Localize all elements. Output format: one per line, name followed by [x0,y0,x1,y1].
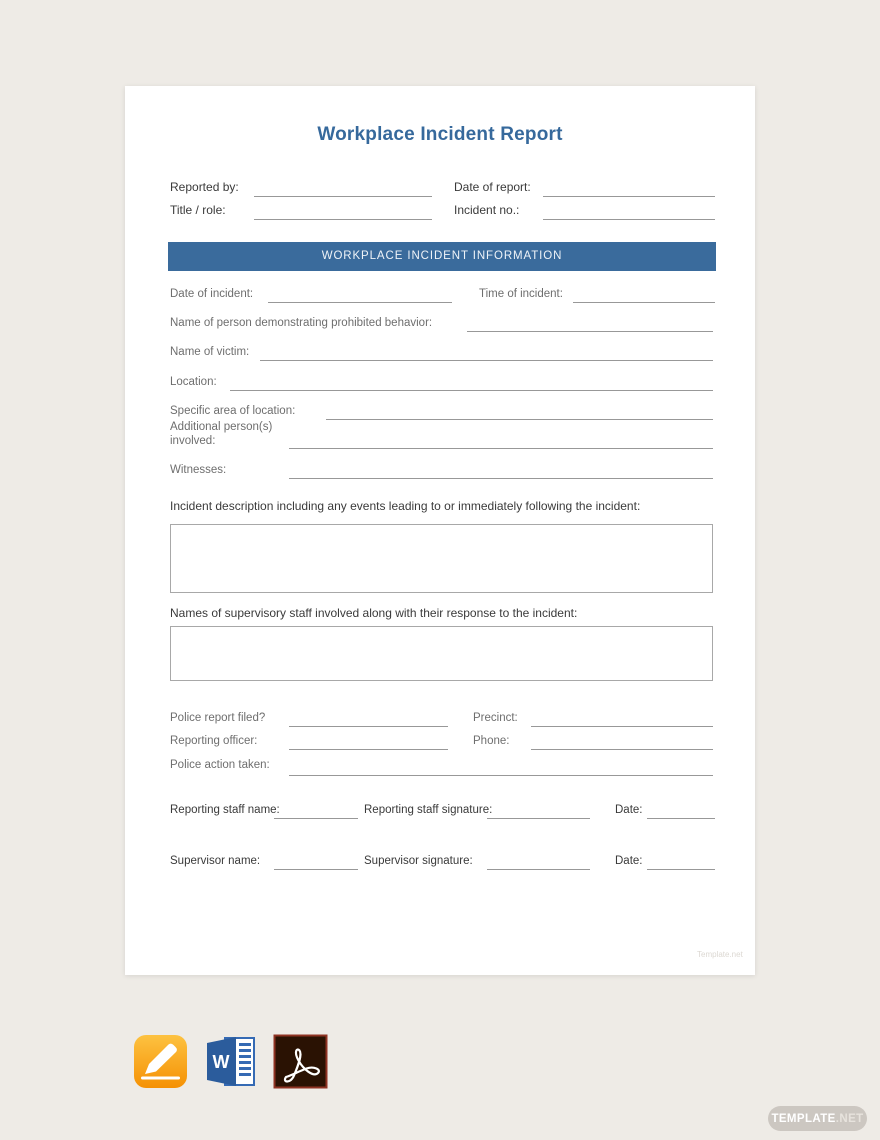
specific-area-input[interactable] [326,419,713,420]
witnesses-input[interactable] [289,478,713,479]
time-of-incident-input[interactable] [573,302,715,303]
document-page [125,86,755,975]
word-icon-letter: W [212,1052,230,1072]
name-of-victim-input[interactable] [260,360,713,361]
supervisory-staff-textarea[interactable] [170,626,713,681]
reported-by-input[interactable] [254,196,432,197]
supervisor-name-input[interactable] [274,869,358,870]
supervisory-staff-label: Names of supervisory staff involved along with their response to the incident: [170,606,578,620]
reporting-staff-name-label: Reporting staff name: [170,804,280,816]
supervisor-date-label: Date: [615,855,643,867]
date-of-incident-input[interactable] [268,302,452,303]
phone-label: Phone: [473,735,510,747]
supervisor-signature-input[interactable] [487,869,590,870]
reporting-officer-input[interactable] [289,749,448,750]
reporting-date-input[interactable] [647,818,715,819]
witnesses-label: Witnesses: [170,464,227,476]
title-role-label: Title / role: [170,203,226,217]
page-title: Workplace Incident Report [317,124,563,145]
section-banner: WORKPLACE INCIDENT INFORMATION [168,242,716,271]
date-of-incident-label: Date of incident: [170,288,254,300]
additional-persons-label-line1: Additional person(s) [170,421,273,433]
reporting-staff-name-input[interactable] [274,818,358,819]
incident-description-textarea[interactable] [170,524,713,593]
watermark: Template.net [697,950,743,959]
badge-text-secondary: .NET [835,1112,864,1125]
word-icon[interactable] [203,1034,258,1089]
badge-text-primary: TEMPLATE [771,1112,836,1125]
specific-area-label: Specific area of location: [170,405,296,417]
supervisor-date-input[interactable] [647,869,715,870]
police-action-taken-label: Police action taken: [170,759,270,771]
supervisor-name-label: Supervisor name: [170,855,261,867]
reporting-staff-signature-label: Reporting staff signature: [364,804,493,816]
incident-description-label: Incident description including any events leading to or immediately following the incident: [170,499,641,513]
template-net-badge[interactable] [768,1106,867,1131]
precinct-input[interactable] [531,726,713,727]
prohibited-person-label: Name of person demonstrating prohibited behavior: [170,317,433,329]
police-action-taken-input[interactable] [289,775,713,776]
name-of-victim-label: Name of victim: [170,346,250,358]
precinct-label: Precinct: [473,712,518,724]
supervisor-signature-label: Supervisor signature: [364,855,473,867]
reporting-officer-label: Reporting officer: [170,735,258,747]
location-label: Location: [170,376,217,388]
location-input[interactable] [230,390,713,391]
prohibited-person-input[interactable] [467,331,713,332]
date-of-report-input[interactable] [543,196,715,197]
date-of-report-label: Date of report: [454,180,531,194]
additional-persons-label-line2: involved: [170,435,216,447]
phone-input[interactable] [531,749,713,750]
incident-no-label: Incident no.: [454,203,520,217]
police-report-filed-label: Police report filed? [170,712,266,724]
incident-no-input[interactable] [543,219,715,220]
pages-icon[interactable] [133,1034,188,1089]
reporting-date-label: Date: [615,804,643,816]
pdf-icon[interactable] [273,1034,328,1089]
title-role-input[interactable] [254,219,432,220]
additional-persons-input[interactable] [289,448,713,449]
reporting-staff-signature-input[interactable] [487,818,590,819]
police-report-filed-input[interactable] [289,726,448,727]
reported-by-label: Reported by: [170,180,239,194]
time-of-incident-label: Time of incident: [479,288,563,300]
format-icons-row [133,1034,328,1089]
